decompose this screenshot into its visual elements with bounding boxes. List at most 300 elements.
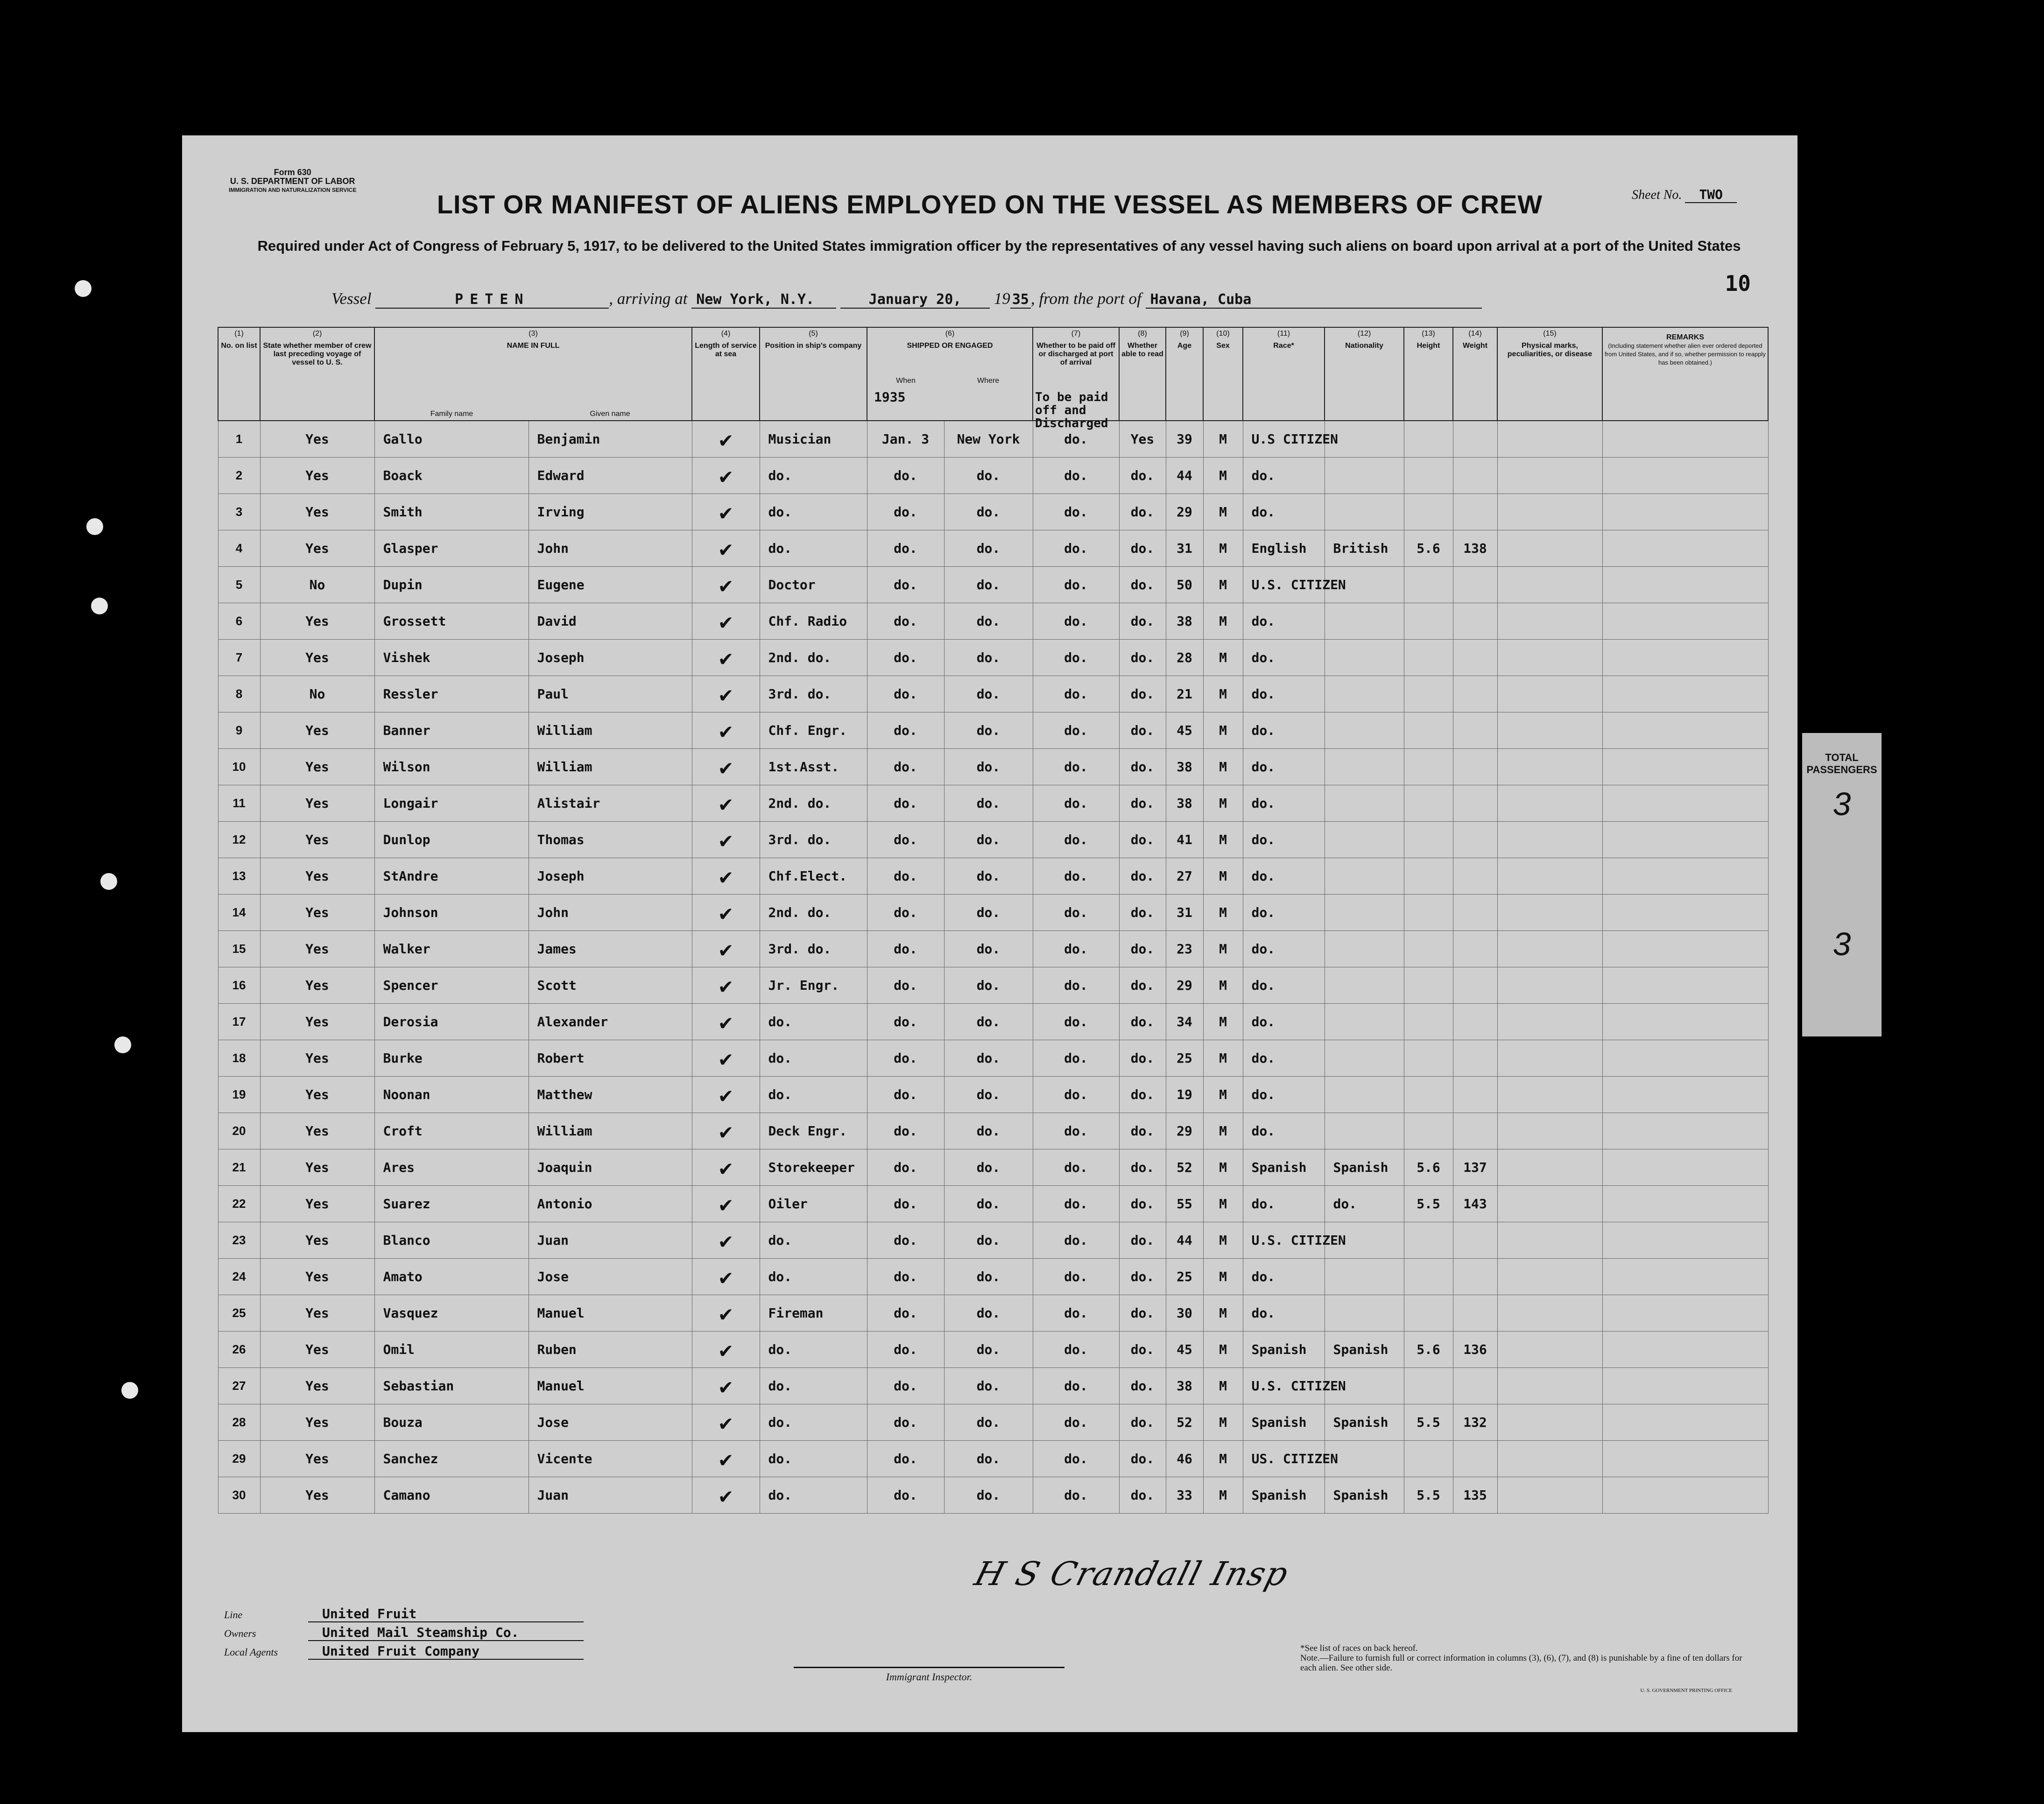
cell-prev: Yes	[260, 1368, 374, 1404]
cell-prev: Yes	[260, 931, 374, 967]
cell-where: do.	[944, 1077, 1033, 1113]
cell-paid: do.	[1033, 1077, 1119, 1113]
cell-empty	[1497, 1149, 1602, 1186]
cell-read: do.	[1119, 1368, 1166, 1404]
cell-height: 5.5	[1404, 1477, 1453, 1514]
cell-read: do.	[1119, 458, 1166, 494]
total-passengers-label: TOTAL PASSENGERS	[1806, 752, 1877, 775]
cell-empty	[1602, 895, 1768, 931]
cell-family: Bouza	[374, 1404, 529, 1441]
checkmark-icon: ✔	[692, 458, 760, 494]
footer-line-row: Line United Fruit	[224, 1606, 584, 1625]
cell-where: do.	[944, 530, 1033, 567]
cell-height: 5.5	[1404, 1404, 1453, 1441]
cell-position: do.	[760, 1222, 867, 1259]
cell-empty	[1497, 421, 1602, 458]
cell-weight	[1453, 895, 1497, 931]
cell-height: 5.5	[1404, 1186, 1453, 1222]
cell-age: 28	[1166, 640, 1203, 676]
cell-position: Chf. Engr.	[760, 712, 867, 749]
cell-sex: M	[1203, 931, 1243, 967]
cell-family: Johnson	[374, 895, 529, 931]
cell-sex: M	[1203, 1149, 1243, 1186]
cell-height	[1404, 603, 1453, 640]
cell-paid: do.	[1033, 712, 1119, 749]
cell-height	[1404, 858, 1453, 895]
cell-nationality	[1325, 967, 1404, 1004]
cell-nationality	[1325, 640, 1404, 676]
cell-prev: Yes	[260, 494, 374, 530]
cell-age: 29	[1166, 1113, 1203, 1149]
checkmark-icon: ✔	[692, 1404, 760, 1441]
cell-age: 21	[1166, 676, 1203, 712]
cell-age: 45	[1166, 1332, 1203, 1368]
cell-age: 52	[1166, 1149, 1203, 1186]
cell-where: do.	[944, 1040, 1033, 1077]
cell-nationality	[1325, 1295, 1404, 1332]
crew-row	[218, 530, 1768, 567]
cell-empty	[1497, 1368, 1602, 1404]
cell-no: 8	[218, 676, 260, 712]
cell-where: do.	[944, 895, 1033, 931]
cell-given: Joseph	[529, 640, 692, 676]
cell-weight	[1453, 1441, 1497, 1477]
cell-read: do.	[1119, 1259, 1166, 1295]
crew-row	[218, 1077, 1768, 1113]
cell-weight	[1453, 858, 1497, 895]
cell-family: Derosia	[374, 1004, 529, 1040]
cell-race: do.	[1243, 1295, 1325, 1332]
cell-when: do.	[867, 458, 944, 494]
cell-when: do.	[867, 567, 944, 603]
cell-no: 21	[218, 1149, 260, 1186]
checkmark-icon: ✔	[692, 1441, 760, 1477]
cell-no: 13	[218, 858, 260, 895]
table-header-row	[218, 327, 1768, 421]
cell-age: 38	[1166, 785, 1203, 822]
cell-position: do.	[760, 1477, 867, 1514]
cell-read: do.	[1119, 676, 1166, 712]
cell-height	[1404, 1259, 1453, 1295]
cell-when: do.	[867, 1404, 944, 1441]
cell-age: 34	[1166, 1004, 1203, 1040]
cell-no: 11	[218, 785, 260, 822]
cell-prev: Yes	[260, 1332, 374, 1368]
cell-age: 52	[1166, 1404, 1203, 1441]
cell-given: Juan	[529, 1477, 692, 1514]
cell-sex: M	[1203, 1004, 1243, 1040]
crew-row	[218, 676, 1768, 712]
cell-nationality	[1325, 712, 1404, 749]
cell-weight	[1453, 494, 1497, 530]
cell-empty	[1602, 676, 1768, 712]
checkmark-icon: ✔	[692, 895, 760, 931]
cell-when: do.	[867, 1040, 944, 1077]
cell-age: 27	[1166, 858, 1203, 895]
cell-prev: Yes	[260, 1441, 374, 1477]
crew-row	[218, 1186, 1768, 1222]
cell-race: do.	[1243, 1259, 1325, 1295]
cell-height	[1404, 458, 1453, 494]
cell-prev: Yes	[260, 712, 374, 749]
cell-given: Alexander	[529, 1004, 692, 1040]
cell-weight	[1453, 458, 1497, 494]
form-number: Form 630 U. S. DEPARTMENT OF LABOR IMMIGRATION AND NATURALIZATION SERVICE	[229, 168, 357, 193]
cell-read: do.	[1119, 1186, 1166, 1222]
cell-height	[1404, 822, 1453, 858]
cell-given: Eugene	[529, 567, 692, 603]
cell-position: Musician	[760, 421, 867, 458]
cell-prev: Yes	[260, 749, 374, 785]
cell-sex: M	[1203, 603, 1243, 640]
cell-no: 30	[218, 1477, 260, 1514]
col-header-given-name: Given name	[590, 410, 630, 418]
cell-height	[1404, 676, 1453, 712]
cell-family: Grossett	[374, 603, 529, 640]
crew-row	[218, 1404, 1768, 1441]
paid-off-fill: To be paid off and Discharged	[1035, 390, 1108, 430]
cell-paid: do.	[1033, 1368, 1119, 1404]
cell-paid: do.	[1033, 640, 1119, 676]
cell-sex: M	[1203, 1441, 1243, 1477]
cell-where: do.	[944, 1332, 1033, 1368]
cell-where: do.	[944, 1404, 1033, 1441]
cell-when: do.	[867, 1077, 944, 1113]
owners-value: United Mail Steamship Co.	[308, 1625, 584, 1641]
col-header-where: Where	[977, 377, 1000, 385]
cell-no: 26	[218, 1332, 260, 1368]
cell-empty	[1497, 640, 1602, 676]
cell-height: 5.6	[1404, 530, 1453, 567]
cell-weight	[1453, 749, 1497, 785]
cell-weight	[1453, 603, 1497, 640]
cell-prev: Yes	[260, 1259, 374, 1295]
cell-empty	[1602, 1295, 1768, 1332]
cell-position: Oiler	[760, 1186, 867, 1222]
cell-weight	[1453, 931, 1497, 967]
crew-row	[218, 895, 1768, 931]
crew-row	[218, 1113, 1768, 1149]
cell-prev: Yes	[260, 458, 374, 494]
cell-age: 46	[1166, 1441, 1203, 1477]
cell-prev: Yes	[260, 895, 374, 931]
cell-race: do.	[1243, 895, 1325, 931]
cell-age: 38	[1166, 603, 1203, 640]
cell-empty	[1602, 530, 1768, 567]
manifest-subtitle: Required under Act of Congress of February 5, 1917, to be delivered to the United States immigration officer by the representatives of any vessel having such aliens on board upon arrival at a port of the United States	[257, 238, 1741, 254]
cell-position: do.	[760, 1332, 867, 1368]
cell-family: Banner	[374, 712, 529, 749]
checkmark-icon: ✔	[692, 530, 760, 567]
cell-given: John	[529, 895, 692, 931]
crew-table-body	[218, 421, 1768, 1514]
cell-where: do.	[944, 785, 1033, 822]
cell-nationality: do.	[1325, 1186, 1404, 1222]
cell-position: Doctor	[760, 567, 867, 603]
crew-row	[218, 421, 1768, 458]
col-header-height: (13) Height	[1404, 327, 1453, 421]
cell-empty	[1602, 1368, 1768, 1404]
cell-empty	[1602, 931, 1768, 967]
cell-when: do.	[867, 1441, 944, 1477]
cell-position: do.	[760, 1040, 867, 1077]
cell-read: do.	[1119, 712, 1166, 749]
cell-empty	[1497, 785, 1602, 822]
cell-when: do.	[867, 967, 944, 1004]
col-header-position: (5) Position in ship's company	[760, 327, 867, 421]
cell-position: 2nd. do.	[760, 640, 867, 676]
col-header-nationality: (12) Nationality	[1325, 327, 1404, 421]
crew-row	[218, 603, 1768, 640]
cell-empty	[1602, 494, 1768, 530]
cell-where: do.	[944, 1004, 1033, 1040]
arrival-year: 35	[1010, 291, 1031, 309]
cell-prev: Yes	[260, 1477, 374, 1514]
cell-read: do.	[1119, 530, 1166, 567]
cell-no: 4	[218, 530, 260, 567]
manifest-sheet	[182, 135, 1797, 1732]
cell-empty	[1602, 1113, 1768, 1149]
cell-family: Blanco	[374, 1222, 529, 1259]
cell-position: do.	[760, 1077, 867, 1113]
cell-paid: do.	[1033, 931, 1119, 967]
cell-no: 25	[218, 1295, 260, 1332]
cell-read: do.	[1119, 1295, 1166, 1332]
cell-empty	[1602, 1404, 1768, 1441]
cell-race: do.	[1243, 1113, 1325, 1149]
col-header-weight: (14) Weight	[1453, 327, 1497, 421]
cell-height	[1404, 1368, 1453, 1404]
inspector-label: Immigrant Inspector.	[794, 1667, 1064, 1683]
cell-age: 31	[1166, 895, 1203, 931]
crew-row	[218, 1004, 1768, 1040]
cell-when: do.	[867, 1259, 944, 1295]
cell-family: Ares	[374, 1149, 529, 1186]
checkmark-icon: ✔	[692, 931, 760, 967]
cell-height	[1404, 1113, 1453, 1149]
cell-given: Joseph	[529, 858, 692, 895]
cell-when: do.	[867, 1332, 944, 1368]
cell-weight: 136	[1453, 1332, 1497, 1368]
cell-empty	[1602, 567, 1768, 603]
cell-nationality	[1325, 494, 1404, 530]
cell-where: do.	[944, 967, 1033, 1004]
crew-row	[218, 712, 1768, 749]
checkmark-icon: ✔	[692, 1295, 760, 1332]
cell-height	[1404, 712, 1453, 749]
cell-weight	[1453, 1077, 1497, 1113]
cell-empty	[1497, 1404, 1602, 1441]
checkmark-icon: ✔	[692, 1149, 760, 1186]
cell-family: Omil	[374, 1332, 529, 1368]
cell-race: do.	[1243, 712, 1325, 749]
cell-family: Vishek	[374, 640, 529, 676]
cell-when: do.	[867, 1113, 944, 1149]
cell-family: Gallo	[374, 421, 529, 458]
cell-where: do.	[944, 1149, 1033, 1186]
cell-nationality	[1325, 458, 1404, 494]
cell-weight: 135	[1453, 1477, 1497, 1514]
cell-when: do.	[867, 822, 944, 858]
cell-empty	[1602, 1186, 1768, 1222]
cell-nationality	[1325, 676, 1404, 712]
cell-when: do.	[867, 785, 944, 822]
cell-no: 9	[218, 712, 260, 749]
cell-weight: 138	[1453, 530, 1497, 567]
cell-family: Amato	[374, 1259, 529, 1295]
cell-empty	[1497, 1077, 1602, 1113]
cell-prev: No	[260, 567, 374, 603]
cell-read: do.	[1119, 822, 1166, 858]
col-header-remarks: REMARKS (Including statement whether alien ever ordered deported from United States, and if so, whether permission to reapply has been obtained.)	[1602, 327, 1768, 421]
col-header-when: When	[896, 377, 916, 385]
checkmark-icon: ✔	[692, 421, 760, 458]
crew-row	[218, 494, 1768, 530]
total-passengers-count-2: 3	[1833, 926, 1851, 962]
cell-weight	[1453, 1368, 1497, 1404]
cell-sex: M	[1203, 640, 1243, 676]
checkmark-icon: ✔	[692, 967, 760, 1004]
cell-age: 31	[1166, 530, 1203, 567]
cell-empty	[1602, 822, 1768, 858]
cell-no: 28	[218, 1404, 260, 1441]
checkmark-icon: ✔	[692, 858, 760, 895]
cell-age: 25	[1166, 1259, 1203, 1295]
cell-sex: M	[1203, 858, 1243, 895]
cell-sex: M	[1203, 1368, 1243, 1404]
cell-empty	[1497, 494, 1602, 530]
cell-position: 2nd. do.	[760, 895, 867, 931]
cell-empty	[1497, 712, 1602, 749]
cell-family: Spencer	[374, 967, 529, 1004]
inspector-signature: H S Crandall Insp	[971, 1555, 1293, 1593]
col-header-race: (11) Race*	[1243, 327, 1325, 421]
cell-empty	[1602, 640, 1768, 676]
cell-sex: M	[1203, 676, 1243, 712]
departure-port: Havana, Cuba	[1146, 291, 1482, 309]
cell-weight	[1453, 785, 1497, 822]
checkmark-icon: ✔	[692, 1222, 760, 1259]
cell-given: Juan	[529, 1222, 692, 1259]
cell-read: do.	[1119, 749, 1166, 785]
cell-paid: do.	[1033, 785, 1119, 822]
cell-nationality: Spanish	[1325, 1149, 1404, 1186]
checkmark-icon: ✔	[692, 1332, 760, 1368]
cell-where: do.	[944, 603, 1033, 640]
crew-row	[218, 1259, 1768, 1295]
cell-race: U.S CITIZEN	[1243, 421, 1325, 458]
cell-read: do.	[1119, 967, 1166, 1004]
cell-age: 50	[1166, 567, 1203, 603]
cell-read: do.	[1119, 1113, 1166, 1149]
cell-empty	[1497, 749, 1602, 785]
agents-value: United Fruit Company	[308, 1643, 584, 1660]
cell-empty	[1602, 1222, 1768, 1259]
cell-age: 33	[1166, 1477, 1203, 1514]
checkmark-icon: ✔	[692, 1040, 760, 1077]
cell-no: 1	[218, 421, 260, 458]
checkmark-icon: ✔	[692, 603, 760, 640]
cell-position: Chf. Radio	[760, 603, 867, 640]
cell-empty	[1497, 895, 1602, 931]
checkmark-icon: ✔	[692, 822, 760, 858]
cell-paid: do.	[1033, 1004, 1119, 1040]
cell-read: do.	[1119, 1149, 1166, 1186]
cell-given: William	[529, 1113, 692, 1149]
cell-given: Irving	[529, 494, 692, 530]
cell-no: 10	[218, 749, 260, 785]
vessel-name: PETEN	[375, 291, 609, 309]
cell-sex: M	[1203, 1295, 1243, 1332]
cell-age: 25	[1166, 1040, 1203, 1077]
cell-no: 6	[218, 603, 260, 640]
cell-height	[1404, 1222, 1453, 1259]
cell-read: do.	[1119, 1004, 1166, 1040]
cell-given: William	[529, 749, 692, 785]
cell-empty	[1497, 1004, 1602, 1040]
cell-prev: Yes	[260, 640, 374, 676]
cell-given: Edward	[529, 458, 692, 494]
cell-empty	[1497, 676, 1602, 712]
cell-nationality	[1325, 1113, 1404, 1149]
cell-read: do.	[1119, 1040, 1166, 1077]
cell-weight	[1453, 1113, 1497, 1149]
cell-sex: M	[1203, 1222, 1243, 1259]
checkmark-icon: ✔	[692, 1477, 760, 1514]
cell-weight	[1453, 1222, 1497, 1259]
cell-empty	[1497, 858, 1602, 895]
cell-position: do.	[760, 1441, 867, 1477]
cell-weight	[1453, 712, 1497, 749]
crew-row	[218, 1368, 1768, 1404]
cell-read: do.	[1119, 1222, 1166, 1259]
cell-nationality	[1325, 785, 1404, 822]
cell-no: 20	[218, 1113, 260, 1149]
cell-race: do.	[1243, 1004, 1325, 1040]
cell-nationality: British	[1325, 530, 1404, 567]
cell-when: do.	[867, 858, 944, 895]
cell-when: do.	[867, 1295, 944, 1332]
crew-row	[218, 458, 1768, 494]
cell-position: do.	[760, 530, 867, 567]
cell-race: do.	[1243, 640, 1325, 676]
checkmark-icon: ✔	[692, 640, 760, 676]
cell-family: Glasper	[374, 530, 529, 567]
cell-when: do.	[867, 530, 944, 567]
cell-empty	[1497, 1113, 1602, 1149]
col-header-physical-marks: (15) Physical marks, peculiarities, or disease	[1497, 327, 1602, 421]
cell-family: StAndre	[374, 858, 529, 895]
checkmark-icon: ✔	[692, 567, 760, 603]
cell-no: 24	[218, 1259, 260, 1295]
cell-where: do.	[944, 822, 1033, 858]
cell-prev: Yes	[260, 858, 374, 895]
cell-read: do.	[1119, 1404, 1166, 1441]
cell-age: 44	[1166, 458, 1203, 494]
col-header-paid-off: (7) Whether to be paid off or discharged at port of arrival To be paid off and Discharged	[1033, 327, 1119, 421]
cell-given: Manuel	[529, 1368, 692, 1404]
cell-height	[1404, 931, 1453, 967]
cell-height	[1404, 749, 1453, 785]
cell-race: Spanish	[1243, 1477, 1325, 1514]
cell-empty	[1602, 785, 1768, 822]
cell-empty	[1497, 1186, 1602, 1222]
cell-weight	[1453, 676, 1497, 712]
col-header-service-length: (4) Length of service at sea	[692, 327, 760, 421]
cell-empty	[1602, 1259, 1768, 1295]
cell-empty	[1497, 530, 1602, 567]
cell-no: 15	[218, 931, 260, 967]
